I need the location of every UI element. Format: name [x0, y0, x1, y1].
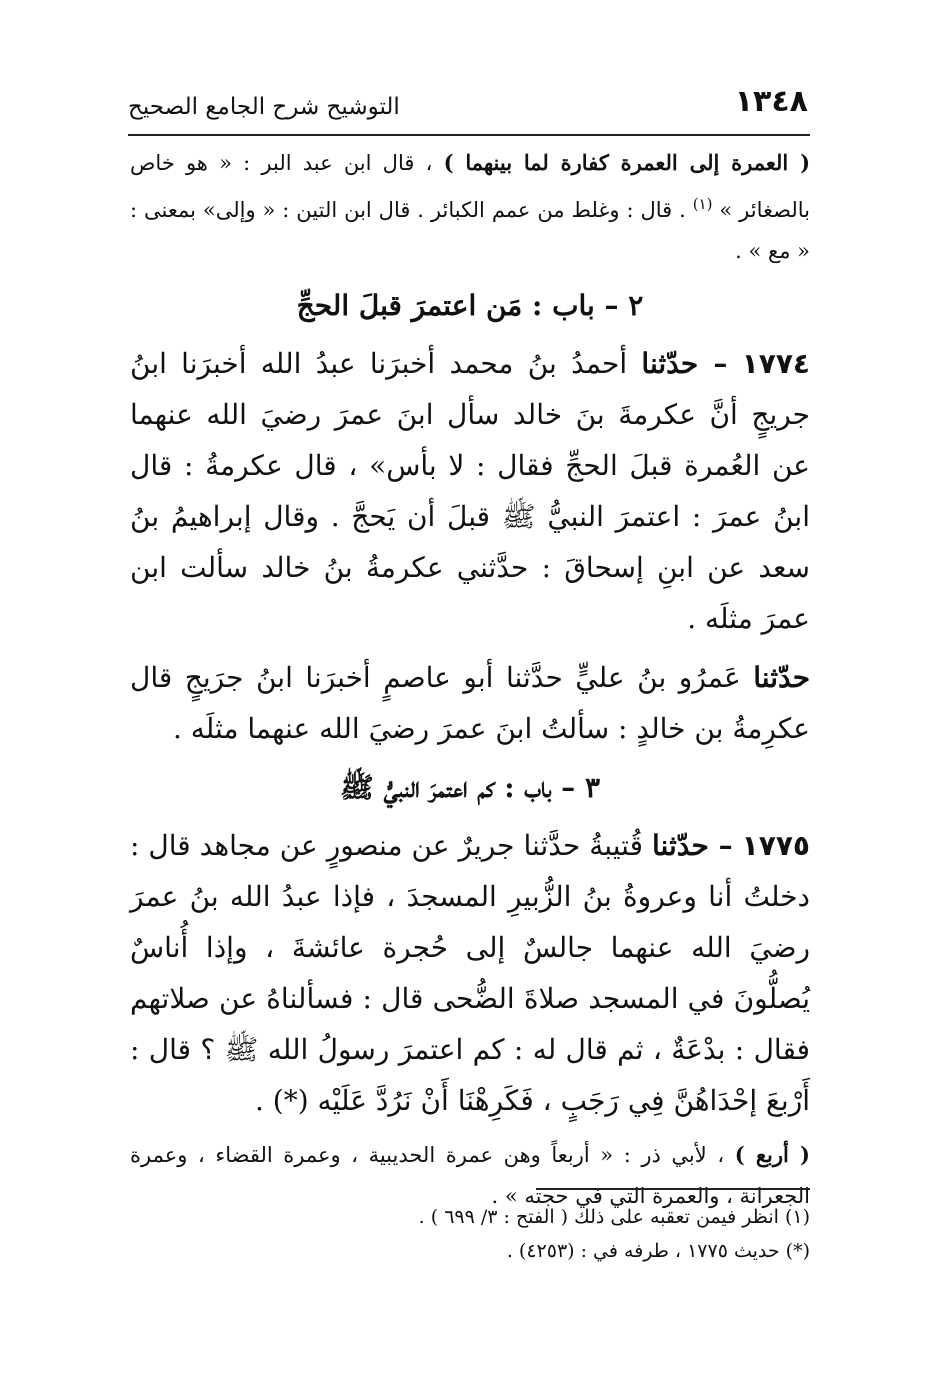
commentary-text: ، لأبي ذر : « أربعاً وهن عمرة الحديبية ، وعمرة القضاء ، وعمرة الجعرانة ، والعمرة التي في حجته » .: [130, 1143, 810, 1208]
page-number: ١٣٤٨: [734, 84, 808, 119]
hadith-lead: – حدّثنا: [652, 829, 733, 862]
chapter-heading: ٢ – باب : مَن اعتمرَ قبلَ الحجِّ: [296, 289, 644, 322]
commentary-text: ، قال ابن عبد البر : « هو خاص بالصغائر »: [130, 151, 810, 222]
page-header: [128, 84, 808, 128]
hadith-number: ١٧٧٥: [741, 829, 810, 862]
chapter-heading: ٣ – باب : كم اعتمرَ النبيُّ ﷺ: [340, 771, 600, 804]
running-title: التوشيح شرح الجامع الصحيح: [128, 94, 400, 120]
hadith-text: أحمدُ بنُ محمد أخبرَنا عبدُ الله أخبرَنا ابنُ جريجٍ أنَّ عكرمةَ بنَ خالد سأل ابنَ عمرَ رضيَ الله عنهما عن العُمرة قبلَ الحجِّ فقال : لا بأس» ، قال عكرمةُ : قال ابنُ عمرَ : اعتمرَ النبيُّ ﷺ قبلَ أن يَحجَّ . وقال إبراهيمُ بنُ سعد عن ابنِ إسحاقَ : حدَّثني عكرمةُ بنُ خالد سألت ابن عمرَ مثلَه .: [130, 347, 810, 635]
hadith-1774: [130, 338, 810, 644]
hadith-1774-b: [130, 652, 810, 754]
main-text: [130, 142, 810, 1217]
spacer: [130, 1126, 810, 1134]
commentary-top: [130, 142, 810, 272]
hadith-lead: حدّثنا: [753, 661, 811, 694]
hadith-lead: – حدّثنا: [641, 347, 728, 380]
footnote: (١) انظر فيمن تعقبه على ذلك ( الفتح : ٣/ ٦٩٩ ) .: [418, 1206, 810, 1228]
hadith-1775: [130, 820, 810, 1126]
commentary-lemma: ( أربع ): [734, 1142, 810, 1167]
header-rule: [128, 134, 810, 136]
footnotes: [130, 1200, 810, 1268]
spacer: [130, 644, 810, 652]
footnote-ref: (١): [692, 195, 713, 213]
footnote-rule: [536, 1188, 810, 1190]
hadith-text: قُتيبةُ حدَّثنا جريرٌ عن منصورٍ عن مجاهد قال : دخلتُ أنا وعروةُ بنُ الزُّبيرِ المسجدَ ، فإذا عبدُ الله بنُ عمرَ رضيَ الله عنهما جالسٌ إلى حُجرة عائشةَ ، وإذا أُناسٌ يُصلُّونَ في المسجد صلاةَ الضُّحى قال : فسألناهُ عن صلاتهم فقال : بدْعَةٌ ، ثم قال له : كم اعتمرَ رسولُ الله ﷺ ؟ قال : أَرْبعَ إحْدَاهُنَّ فِي رَجَبٍ ، فَكَرِهْنَا أَنْ نَرُدَّ عَلَيْه (*) .: [130, 829, 810, 1117]
hadith-number: ١٧٧٤: [741, 347, 811, 380]
commentary-lemma: ( العمرة إلى العمرة كفارة لما بينهما ): [443, 150, 811, 175]
commentary-text-cont: . قال : وغلط من عمم الكبائر . قال ابن التين : « وإلى» بمعنى : « مع » .: [130, 198, 810, 263]
footnote: (*) حديث ١٧٧٥ ، طرفه في : (٤٢٥٣) .: [506, 1240, 810, 1262]
hadith-text: عَمرُو بنُ عليٍّ حدَّثنا أبو عاصمٍ أخبرَنا ابنُ جرَيجٍ قال عكرِمةُ بن خالدٍ : سألتُ ابنَ عمرَ رضيَ الله عنهما مثلَه .: [130, 661, 810, 745]
